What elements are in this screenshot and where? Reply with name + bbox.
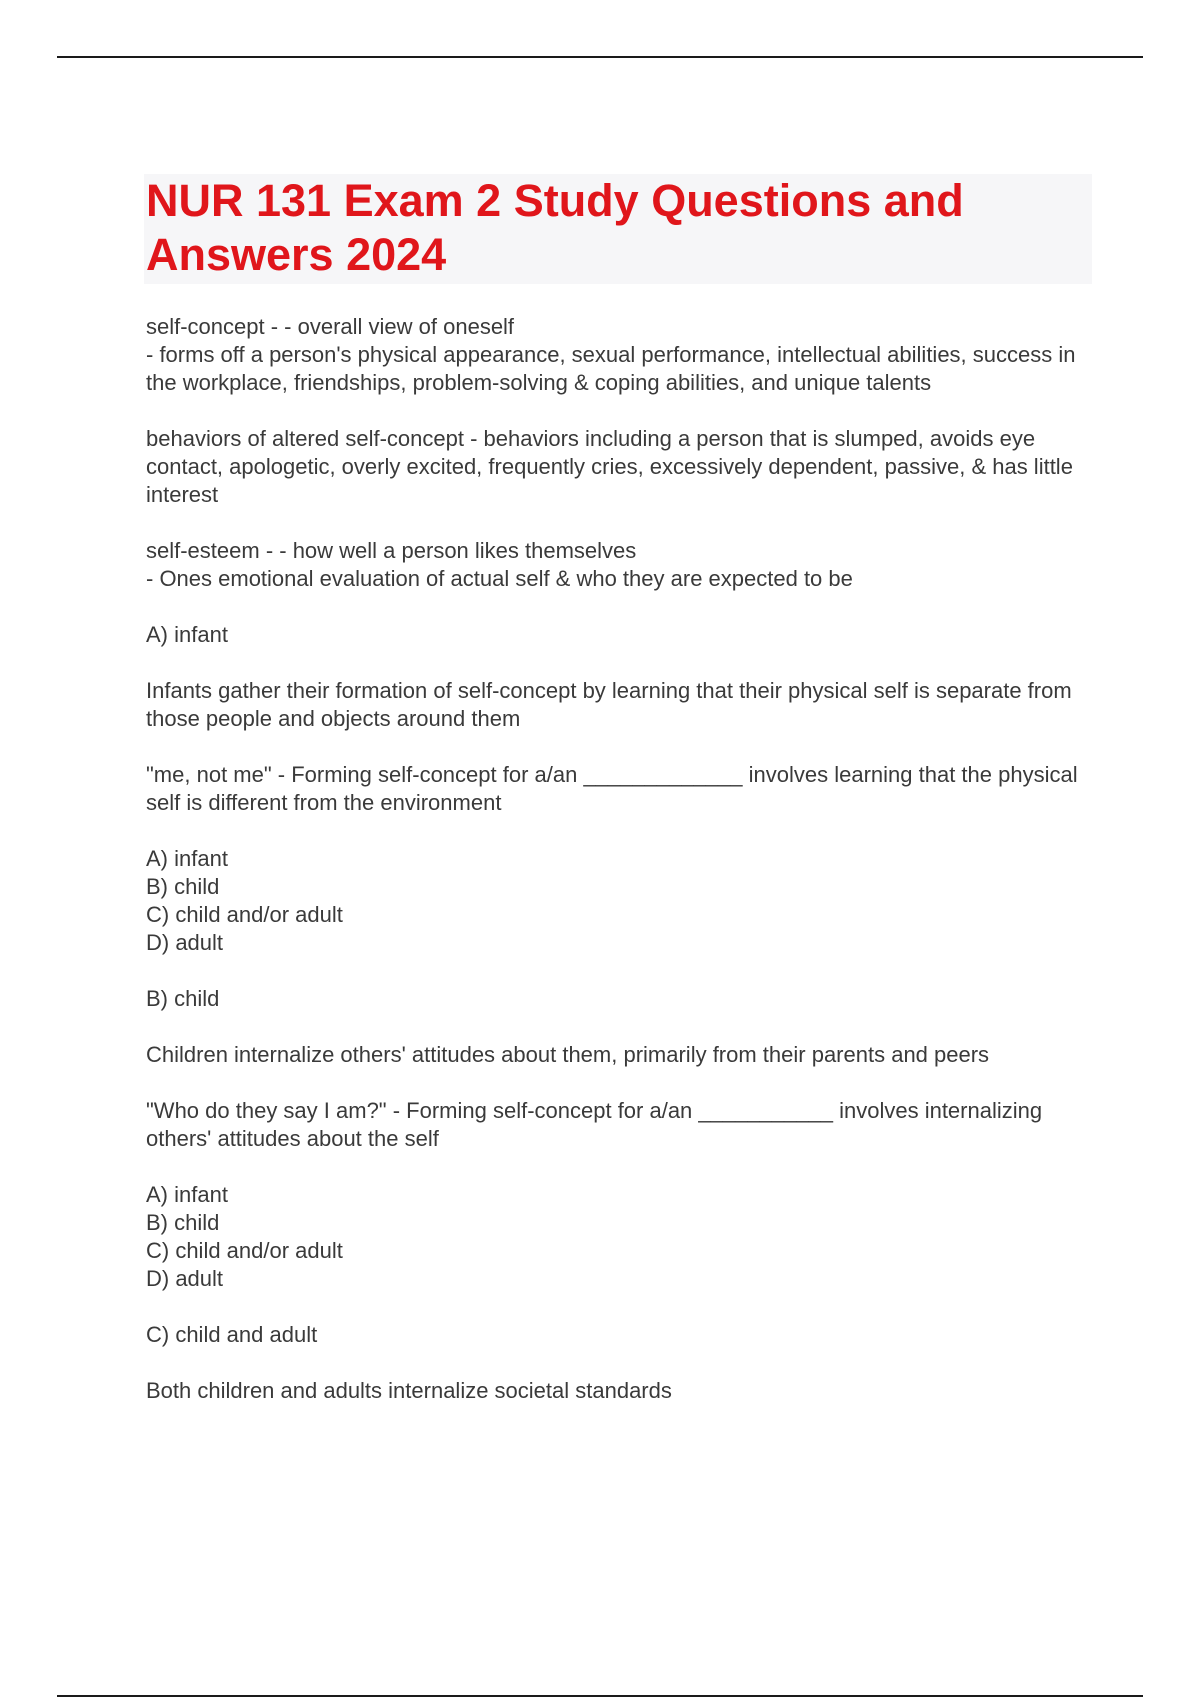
paragraph-line: D) adult xyxy=(146,930,224,955)
document-title: NUR 131 Exam 2 Study Questions and Answers 2024 xyxy=(146,175,964,280)
paragraph xyxy=(146,1041,1086,1069)
paragraph-line: "Who do they say I am?" - Forming self-concept for a/an ___________ involves internalizing others' attitudes about the self xyxy=(146,1098,1049,1151)
paragraph xyxy=(146,1097,1086,1153)
paragraph xyxy=(146,845,1086,957)
paragraph-line: C) child and adult xyxy=(146,1322,318,1347)
paragraph xyxy=(146,313,1086,397)
paragraph-line: behaviors of altered self-concept - behaviors including a person that is slumped, avoids eye contact, apologetic, overly excited, frequently cries, excessively dependent, passive, & has little interest xyxy=(146,426,1080,507)
document-body xyxy=(146,313,1086,1433)
paragraph-line: Children internalize others' attitudes about them, primarily from their parents and peers xyxy=(146,1042,990,1067)
paragraph-line: Both children and adults internalize societal standards xyxy=(146,1378,672,1403)
paragraph-line: B) child xyxy=(146,986,220,1011)
paragraph-line: - Ones emotional evaluation of actual self & who they are expected to be xyxy=(146,566,853,591)
paragraph-line: D) adult xyxy=(146,1266,224,1291)
paragraph xyxy=(146,677,1086,733)
paragraph xyxy=(146,985,1086,1013)
paragraph xyxy=(146,761,1086,817)
paragraph-line: Infants gather their formation of self-concept by learning that their physical self is separate from those people and objects around them xyxy=(146,678,1078,731)
paragraph-line: - forms off a person's physical appearance, sexual performance, intellectual abilities, success in the workplace, friendships, problem-solving & coping abilities, and unique talents xyxy=(146,342,1082,395)
paragraph-line: C) child and/or adult xyxy=(146,1238,343,1263)
paragraph-line: self-concept - - overall view of oneself xyxy=(146,314,515,339)
bottom-rule xyxy=(57,1695,1143,1697)
paragraph xyxy=(146,1377,1086,1405)
paragraph-line: A) infant xyxy=(146,622,228,647)
paragraph xyxy=(146,537,1086,593)
paragraph-line: C) child and/or adult xyxy=(146,902,343,927)
paragraph xyxy=(146,1181,1086,1293)
paragraph-line: B) child xyxy=(146,874,220,899)
paragraph-line: "me, not me" - Forming self-concept for a/an _____________ involves learning that the physical self is different from the environment xyxy=(146,762,1084,815)
paragraph-line: B) child xyxy=(146,1210,220,1235)
paragraph xyxy=(146,425,1086,509)
paragraph-line: A) infant xyxy=(146,846,228,871)
paragraph-line: self-esteem - - how well a person likes themselves xyxy=(146,538,637,563)
paragraph xyxy=(146,621,1086,649)
paragraph xyxy=(146,1321,1086,1349)
top-rule xyxy=(57,56,1143,58)
paragraph-line: A) infant xyxy=(146,1182,228,1207)
